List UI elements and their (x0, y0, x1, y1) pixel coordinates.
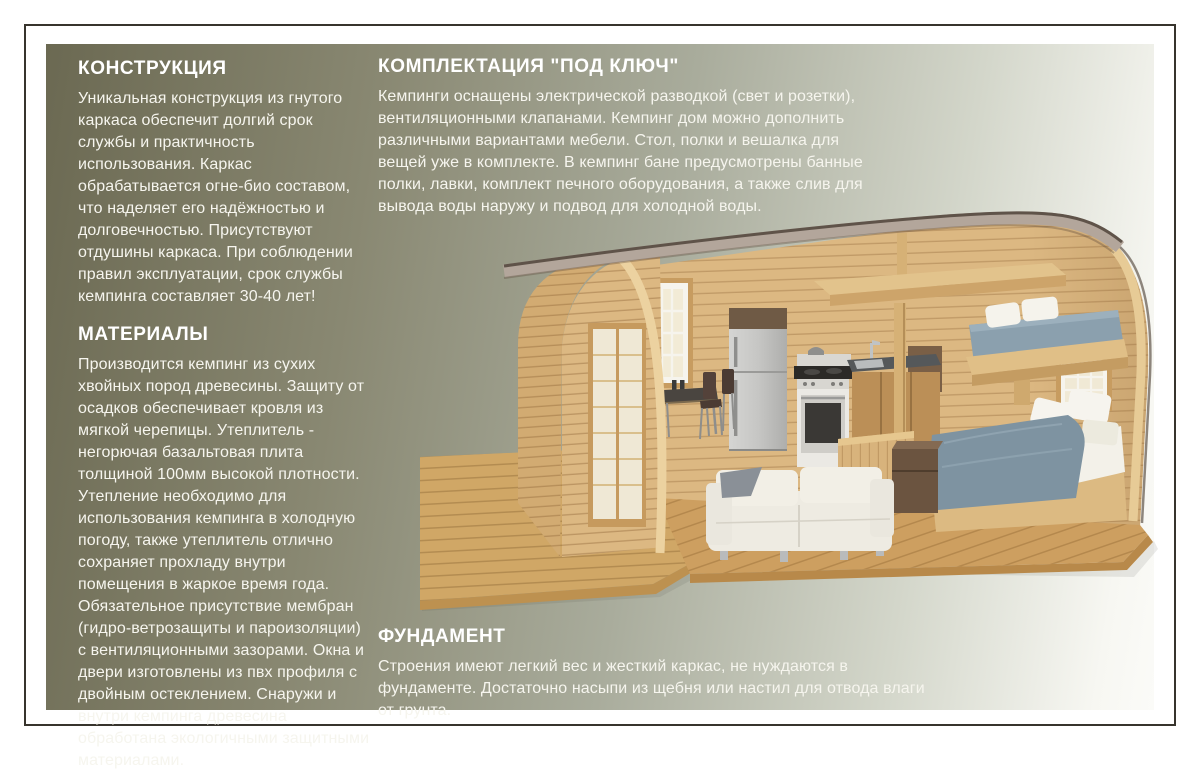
foundation-title: ФУНДАМЕНТ (378, 626, 506, 647)
construction-body: Уникальная конструкция из гнутого каркаса обеспечит долгий срок службы и практичность использования. Каркас обрабатывается огне-био составом, что наделяет его надёжностью и долговечностью. Присутствуют отдушины каркаса. При соблюдении правил эксплуатации, срок службы кемпинга составляет 30-40 лет! (78, 90, 353, 305)
materials-section (78, 324, 370, 772)
foundation-section (378, 626, 938, 722)
foundation-body: Строения имеют легкий вес и жесткий каркас, не нуждаются в фундаменте. Достаточно насыпи из щебня или настил для отвода влаги от грунта. (378, 658, 925, 719)
materials-title: МАТЕРИАЛЫ (78, 324, 209, 345)
turnkey-body: Кемпинги оснащены электрической разводкой (свет и розетки), вентиляционными клапанами. Кемпинг дом можно дополнить различными вариантами мебели. Стол, полки и вешалка для вещей уже в комплекте. В кемпинг бане предусмотрены банные полки, лавки, комплект печного оборудования, а также слив для вывода воды наружу и подвод для холодной воды. (378, 88, 863, 215)
materials-body: Производится кемпинг из сухих хвойных пород древесины. Защиту от осадков обеспечивает кровля из мягкой черепицы. Утеплитель - негорючая базальтовая плита толщиной 100мм высокой плотности. Утепление необходимо для использования кемпинга в холодную погоду, также утеплитель отлично сохраняет прохладу внутри помещения в жаркое время года. Обязательное присутствие мембран (гидро-ветрозащиты и пароизоляции) с вентиляционными зазорами. Окна и двери изготовлены из пвх профиля с двойным остеклением. Снаружи и внутри кемпинга древесина обработана экологичными защитными материалами. (78, 356, 370, 769)
construction-title: КОНСТРУКЦИЯ (78, 58, 227, 79)
left-column (78, 58, 370, 772)
right-column (378, 56, 886, 218)
turnkey-title: КОМПЛЕКТАЦИЯ "ПОД КЛЮЧ" (378, 56, 679, 77)
